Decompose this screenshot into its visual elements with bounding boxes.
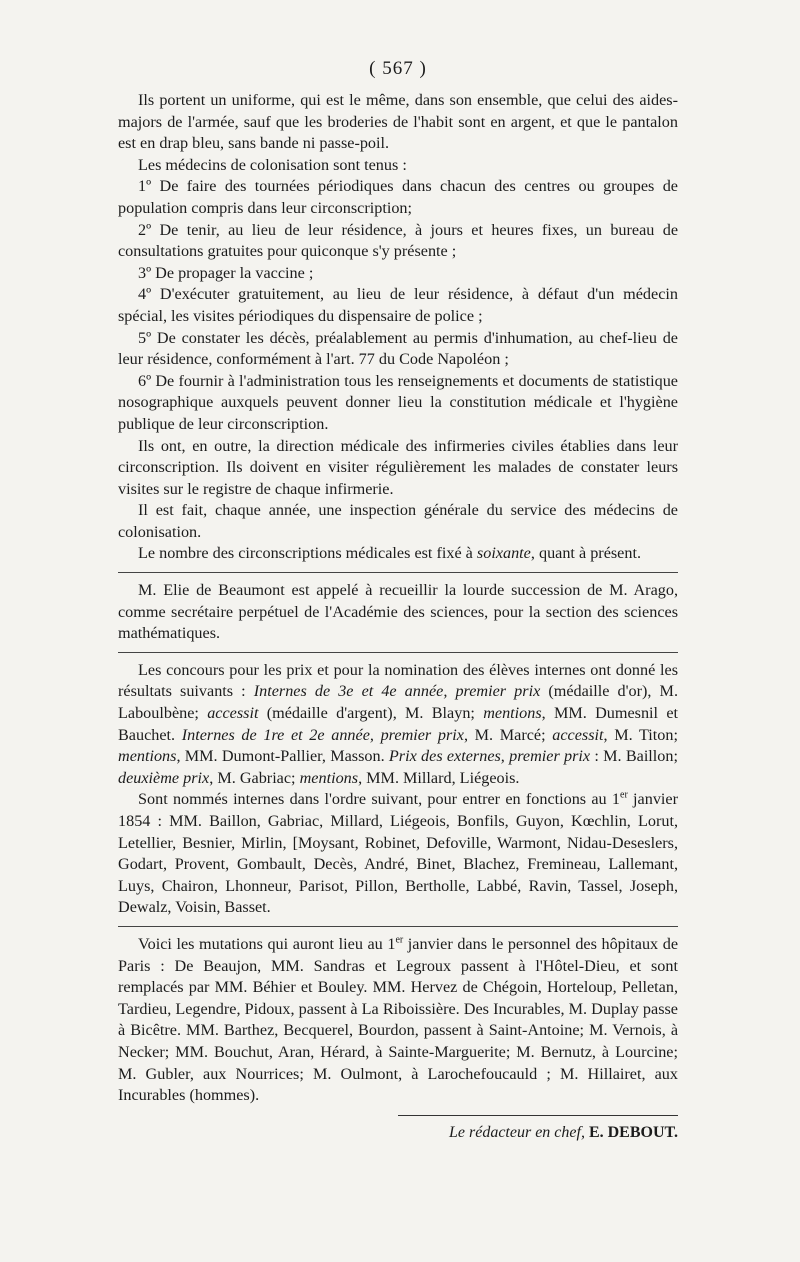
paragraph: Le nombre des circonscriptions médicales est fixé à soixante, quant à présent. <box>138 544 642 563</box>
paragraph: Sont nommés internes dans l'ordre suivant, pour entrer en fonctions au 1er janvier 1854 : MM. Baillon, Gabriac, Millard, Liégeois, Bonfils, Guyon, Kœchlin, Lorut, Letellier, Besnier, Mirlin, [Moysant, Robinet, Defoville, Warmont, Nidau-Deseslers, Godart, Provent, Gombault, Decès, André, Binet, Blachez, Fremineau, Lallemant, Luys, Chairon, Lhonneur, Parisot, Pillon, Bertholle, Labbé, Ravin, Tassel, Joseph, Dewalz, Voisin, Basset. <box>118 790 678 917</box>
paragraph: Les médecins de colonisation sont tenus : <box>138 155 407 174</box>
section-medecins-colonisation <box>118 90 678 565</box>
signature-rule <box>398 1115 678 1116</box>
section-divider <box>118 572 678 573</box>
section-concours <box>118 660 678 919</box>
list-item: 5º De constater les décès, préalablement au permis d'inhumation, au chef-lieu de leur résidence, conformément à l'art. 77 du Code Napoléon ; <box>118 328 678 369</box>
list-item: 6º De fournir à l'administration tous les renseignements et documents de statistique nosographique auxquels peuvent donner lieu la constitution médicale et l'hygiène publique de leur circonscription. <box>118 371 678 433</box>
list-item: 1º De faire des tournées périodiques dans chacun des centres ou groupes de population compris dans leur circonscription; <box>118 177 678 217</box>
section-divider <box>118 652 678 653</box>
paragraph: Il est fait, chaque année, une inspection générale du service des médecins de colonisation. <box>118 501 678 541</box>
section-mutations <box>118 934 678 1107</box>
signature <box>118 1124 678 1142</box>
list-item: 2º De tenir, au lieu de leur résidence, à jours et heures fixes, un bureau de consultations gratuites pour quiconque s'y présente ; <box>118 220 678 261</box>
paragraph: Les concours pour les prix et pour la nomination des élèves internes ont donné les résultats suivants : Internes de 3e et 4e année, premier prix (médaille d'or), M. Laboulbène; accessit (médaille d'argent), M. Blayn; mentions, MM. Dumesnil et Bauchet. Internes de 1re et 2e année, premier prix, M. Marcé; accessit, M. Titon; mentions, MM. Dumont-Pallier, Masson. Prix des externes, premier prix : M. Baillon; deuxième prix, M. Gabriac; mentions, MM. Millard, Liégeois. <box>118 660 679 787</box>
section-divider <box>118 926 678 927</box>
paragraph: Ils portent un uniforme, qui est le même, dans son ensemble, que celui des aides-majors de l'armée, sauf que les broderies de l'habit sont en argent, et que le pantalon est en drap bleu, sans bande ni passe-poil. <box>118 91 678 153</box>
signature-label: Le rédacteur en chef, <box>448 1123 585 1141</box>
list-item: 3º De propager la vaccine ; <box>138 263 314 282</box>
paragraph: Voici les mutations qui auront lieu au 1er janvier dans le personnel des hôpitaux de Paris : De Beaujon, MM. Sandras et Legroux passent à l'Hôtel-Dieu, et sont remplacés par MM. Béhier et Bouley. MM. Hervez de Chégoin, Horteloup, Pelletan, Tardieu, Legendre, Pidoux, passent à La Riboissière. Des Incurables, M. Duplay passe à Bicêtre. MM. Barthez, Becquerel, Bourdon, passent à Saint-Antoine; M. Vernois, à Necker; MM. Bouchut, Aran, Hérard, à Sainte-Marguerite; M. Bernutz, à Lourcine; M. Gubler, aux Nourrices; M. Oulmont, à Larochefoucauld ; M. Hillairet, aux Incurables (hommes). <box>118 934 678 1105</box>
signature-name: E. DEBOUT. <box>588 1123 678 1141</box>
section-academie <box>118 580 678 645</box>
page-number: ( 567 ) <box>369 58 427 79</box>
paragraph: M. Elie de Beaumont est appelé à recueillir la lourde succession de M. Arago, comme secrétaire perpétuel de l'Académie des sciences, pour la section des sciences mathématiques. <box>118 581 678 643</box>
list-item: 4º D'exécuter gratuitement, au lieu de leur résidence, à défaut d'un médecin spécial, les visites périodiques du dispensaire de police ; <box>118 285 678 325</box>
paragraph: Ils ont, en outre, la direction médicale des infirmeries civiles établies dans leur circonscription. Ils doivent en visiter régulièrement les malades de constater leurs visites sur le registre de chaque infirmerie. <box>118 436 678 498</box>
